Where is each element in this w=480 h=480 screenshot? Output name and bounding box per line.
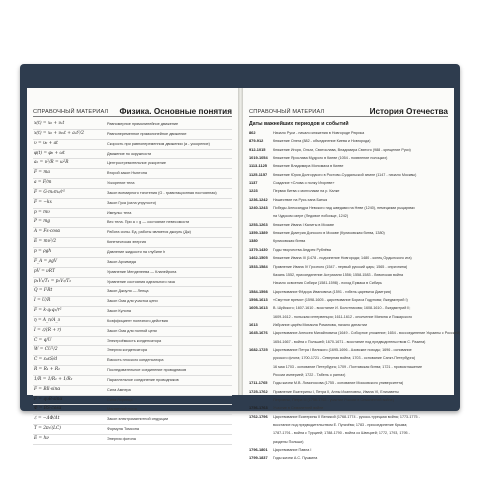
history-year: 1762-1796 [249,413,268,419]
physics-row [33,209,232,219]
history-year: 1584-1598 [249,288,268,294]
physics-formula: F = k·q₁q₂/r² [34,308,62,314]
history-row [249,187,448,195]
history-year: 862 [249,130,256,135]
left-section-label: СПРАВОЧНЫЙ МАТЕРИАЛ [33,109,109,115]
physics-formula: p₁V₁/T₁ = p₂V₂/T₂ [34,278,72,284]
physics-row [33,268,232,278]
history-row [249,371,448,379]
history-event: Казань 1552, присоединение Астрахани 1556; 1558-1583 - Ливонская война [273,272,404,277]
physics-description: Коэффициент полезного действия [107,318,168,323]
physics-row [33,140,232,150]
physics-formula: Φ = BS·cosα [34,406,62,412]
left-page-header [33,103,232,117]
history-event: Начало Руси - начало княжения в Новгороде Рюрика [273,131,365,135]
history-event: Куликовская битва [273,239,306,244]
physics-formula: T = 2π√(LC) [34,426,61,432]
history-year: 1605-1613 [249,305,268,311]
history-event: Княжение Ивана I Калиты в Москве [273,222,334,227]
history-row [249,146,448,154]
physics-description: Ускорение тела [107,181,135,186]
history-row [249,321,448,329]
physics-description: Магнитный поток [107,407,138,412]
history-event: Победы Александра Невского над шведами на Неве (1240), немецкими рыцарями [273,206,415,211]
history-event: 1609-1612 - польская интервенция; 1611-1612 - ополчение Минина и Пожарского [273,314,413,319]
history-event: Княжение Владимира Мономаха в Киеве [273,164,344,169]
physics-formula: x(t) = x₀ + υ₀ₓt + aₓt²/2 [34,130,84,136]
physics-row [33,228,232,238]
history-row [249,229,448,237]
history-year: 1380 [249,238,258,244]
history-event: Годы творчества Андрея Рублёва [273,247,331,252]
physics-formula: C = q/U [34,337,52,343]
history-date-list [249,120,461,461]
history-event: Нашествие на Русь хана Батыя [273,197,328,202]
history-year: 1533-1584 [249,263,268,269]
physics-description: Сила Ампера [107,387,131,392]
history-row [249,363,448,371]
right-section-label: СПРАВОЧНЫЙ МАТЕРИАЛ [249,109,325,115]
physics-row [33,386,232,396]
history-row [249,421,448,429]
history-event: на Чудском озере (Ледовое побоище, 1242) [273,214,349,219]
history-event: «Смутное время» (1598-1605 - царствование Бориса Годунова; Лжедмитрий I) [273,297,408,302]
physics-description: Закон Ома для полной цепи [107,328,157,333]
right-page-title: История Отечества [369,107,448,116]
physics-row [33,120,232,130]
physics-description: Закон Архимеда [107,259,136,264]
physics-description: Уравнение Менделеева — Клапейрона [107,269,177,274]
history-event: Царствование Екатерины II Великой (1768-1774 - русско-турецкая война; 1773-1775 - [273,414,420,419]
physics-description: Работа силы. Ед. работы является джоуль (Дж) [107,230,191,235]
history-row [249,329,461,337]
history-year: 1240-1243 [249,205,268,211]
history-row [249,296,448,304]
right-page [243,88,461,461]
physics-formula: 1/R = 1/R₁ + 1/R₂ [34,376,73,382]
physics-row [33,307,232,317]
history-row [249,338,448,346]
physics-description: Уравнение состояния идеального газа [107,279,175,284]
left-page-title: Физика. Основные понятия [119,107,232,116]
physics-formula: F = BIl·sinα [34,386,61,392]
physics-formula: pV = νRT [34,268,55,274]
physics-formula: F_A = ρgV [34,258,57,264]
physics-formula: R = R₁ + R₂ [34,367,60,373]
physics-description: Импульс тела [107,210,132,215]
physics-formula: I = U/R [34,298,51,304]
history-event: Начало освоения Сибири (1581-1598) - поход Ермака в Сибирь [273,281,382,286]
physics-row [33,297,232,307]
history-event: Годы жизни М.В. Ломоносова (1755 - основание Московского университета) [273,381,404,386]
physics-formula: F = −kx [34,199,52,205]
history-event: Участие в Семилетней войне [273,406,324,411]
physics-description: Равномерное прямолинейное движение [107,122,179,126]
history-event: России империей; 1722 - Табель о рангах) [273,372,346,377]
physics-row [33,238,232,248]
history-row [249,388,448,396]
physics-formula: φ(t) = φ₀ + ωt [34,150,65,156]
history-year: 1682-1725 [249,346,268,352]
physics-description: Формула Томсона [107,427,139,432]
left-page [27,88,238,441]
history-row [249,379,448,387]
history-year: 1598-1613 [249,296,268,302]
physics-row [33,396,232,406]
history-year: 1113-1125 [249,163,267,169]
physics-description: Второй закон Ньютона [107,171,147,176]
history-event: Царствование Алексея Михайловича (1649 - Соборное уложение; 1654 - воссоединение Украины с Россией) [273,331,461,336]
history-row [249,438,448,446]
physics-description: Давление жидкости на глубине h [107,249,166,254]
history-event: 16 мая 1703 - основание Петербурга; 1709 - Полтавская битва; 1721 - провозглашение [273,364,423,369]
physics-row [33,278,232,288]
physics-row [33,327,232,337]
physics-description: Скорость при равнопеременном движении (a - ускорение) [107,141,210,146]
physics-row [33,258,232,268]
history-row [249,404,448,412]
history-row [249,279,448,287]
physics-row [33,337,232,347]
physics-row [33,179,232,189]
physics-formula: F = qυB·sinα [34,396,63,402]
physics-description: Энергия конденсатора [107,348,147,353]
physics-row [33,130,232,140]
history-year: 1253-1263 [249,221,268,227]
history-year: 1462-1505 [249,255,268,261]
history-row [249,346,448,354]
physics-formula: E = hν [34,436,49,441]
history-year: 1725-1762 [249,388,268,394]
physics-formula: x(t) = x₀ + υₓt [34,121,65,126]
history-year: 1019-1054 [249,155,268,161]
history-row [249,212,448,220]
physics-row [33,218,232,228]
history-year: 1613 [249,321,258,327]
history-event: В. Шуйского; 1607-1610 - восстание И. Болотникова; 1608-1610 - Лжедмитрий II; [273,306,411,311]
history-event: русского флота; 1700-1721 - Северная война; 1703 - основание Санкт-Петербурга) [273,356,416,361]
physics-formula: F = ma [34,170,50,176]
physics-description: Движение по окружности [107,151,152,156]
history-row [249,162,448,170]
history-year: 912-1015 [249,146,266,152]
history-event: Царствование Петра I Великого (1695-1696 - Азовские походы; 1696 - основание [273,347,412,352]
history-row [249,263,448,271]
physics-description: Закон Джоуля — Ленца [107,289,149,294]
history-event: Княжение Юрия Долгорукого в Ростово-Суздальской земле (1147 - начало Москвы) [273,172,417,177]
history-row [249,154,448,162]
history-row [249,129,448,137]
history-row [249,396,448,404]
history-event: Правление Ивана IV Грозного (1547 - первый русский царь; 1565 - опричнина) [273,264,408,269]
history-year: 1236-1242 [249,196,268,202]
physics-description: Закон Ома для участка цепи [107,299,158,304]
physics-formula: I = ℰ/(R + r) [34,327,62,333]
physics-row [33,287,232,297]
history-row [249,179,448,187]
history-row [249,204,448,212]
physics-formula: A = Fs·cosα [34,229,61,235]
physics-formula: E = mυ²/2 [34,239,57,245]
history-event: Княжение Ярослава Мудрого в Киеве (1054 - появление полоцких) [273,156,388,161]
history-event: Княжение Олега (882 - объединение Киева и Новгорода) [273,139,371,144]
physics-formula: ℰ = −ΔΦ/Δt [34,416,60,422]
physics-description: Кинетическая энергия [107,240,147,245]
physics-row [33,317,232,327]
physics-row [33,376,232,386]
history-event: Избрание царём Михаила Романова, начало династии [273,322,368,327]
physics-row [33,366,232,376]
physics-row [33,248,232,258]
history-row [249,413,448,421]
physics-formula: aₙ = υ²/R = ω²R [34,160,69,166]
history-row [249,288,448,296]
history-row [249,221,448,229]
history-event: 1787-1791 - война с Турцией; 1788-1790 - война со Швецией; 1772, 1793, 1795 - [273,431,410,436]
physics-formula: p = mυ [34,209,50,215]
physics-row [33,435,232,445]
physics-row [33,159,232,169]
physics-description: Последовательное соединение проводников [107,368,187,373]
history-row [249,304,448,312]
physics-formula: υ = υ₀ + at [34,140,58,146]
history-row [249,354,448,362]
physics-row [33,150,232,160]
history-year: 1137 [249,180,258,186]
history-row [249,137,448,145]
physics-row [33,346,232,356]
physics-formula: F = G·m₁m₂/r² [34,189,65,195]
physics-description: Закон Кулона [107,309,131,314]
physics-description: Ёмкость плоского конденсатора [107,358,164,363]
physics-formula-list [33,120,232,441]
physics-formula: a = F/m [34,180,52,186]
history-row [249,246,448,254]
history-year: 1799-1837 [249,455,268,461]
physics-row [33,189,232,199]
history-year: 1223 [249,188,258,194]
physics-description: Равнопеременное прямолинейное движение [107,131,187,136]
history-row [249,237,448,245]
history-event: Годы жизни А.С. Пушкина [273,456,318,461]
history-event: разделы Польши) [273,439,304,444]
physics-formula: W = CU²/2 [34,347,58,353]
history-event: 1654-1667 - война с Польшей; 1670-1671 - восстание под предводительством С. Разина) [273,339,426,344]
physics-row [33,169,232,179]
physics-description: Вес тела. При a = g — состояние невесомости [107,220,190,225]
history-event: Княжение Ивана III (1478 - подчинение Новгорода; 1480 - конец Ордынского ига) [273,256,412,261]
history-row [249,429,448,437]
history-row [249,254,448,262]
physics-formula: C = ε₀εS/d [34,357,58,363]
physics-formula: P = mg [34,219,51,225]
history-year: 1711-1765 [249,380,268,386]
physics-row [33,425,232,435]
physics-description: Закон Гука (сила упругости) [107,200,157,205]
history-event: Княжение Игоря, Ольги, Святослава, Владимира Святого (988 - крещение Руси) [273,147,411,152]
history-row [249,454,448,462]
history-year: 1125-1157 [249,171,268,177]
history-event: восстание под предводительством Е. Пугачёва; 1783 - присоединение Крыма; [273,423,408,428]
right-page-header [249,103,448,117]
physics-row [33,415,232,425]
history-event: Царствование Фёдора Ивановича (1591 - гибель царевича Дмитрия) [273,289,392,294]
physics-formula: Q = I²Rt [34,288,53,294]
physics-description: Энергия фотона [107,437,136,441]
history-event: Правление Екатерины I, Петра II, Анны Иоанновны, Ивана VI, Елизаветы [273,389,399,394]
physics-description: Закон электромагнитной индукции [107,417,169,422]
history-event: Петровны, Петра III (1756-1763 - участие России в Семилетней войне) [273,398,394,402]
history-row [249,313,448,321]
history-year: 1796-1801 [249,447,268,453]
history-event: Царствование Павла I [273,448,312,453]
history-row [249,271,448,279]
physics-row [33,405,232,415]
history-event: Первая битва с монголами на р. Калке [273,189,340,194]
physics-description: Электроёмкость конденсатора [107,338,162,343]
physics-formula: p = ρgh [34,248,52,254]
history-row [249,196,448,204]
history-year: 1645-1676 [249,330,268,336]
physics-description: Параллельное соединение проводников [107,377,179,382]
physics-description: Сила Лоренца [107,397,133,402]
history-event: Княжение Дмитрия Донского в Москве (Куликовская битва, 1380) [273,231,385,236]
history-year: 1359-1389 [249,230,268,236]
history-year: 1379-1430 [249,246,268,252]
history-subtitle: Даты важнейших периодов и событий [249,121,349,127]
physics-formula: η = A_п/A_з [34,317,60,323]
history-row [249,446,448,454]
physics-description: Закон всемирного тяготения (G - гравитационная постоянная) [107,190,217,195]
history-year: 1756-1763 [249,405,268,411]
physics-row [33,356,232,366]
history-year: 879-912 [249,138,264,144]
physics-description: Центростремительное ускорение [107,161,166,166]
history-event: Создание «Слова о полку Игореве» [273,181,335,186]
history-row [249,171,448,179]
physics-row [33,199,232,209]
